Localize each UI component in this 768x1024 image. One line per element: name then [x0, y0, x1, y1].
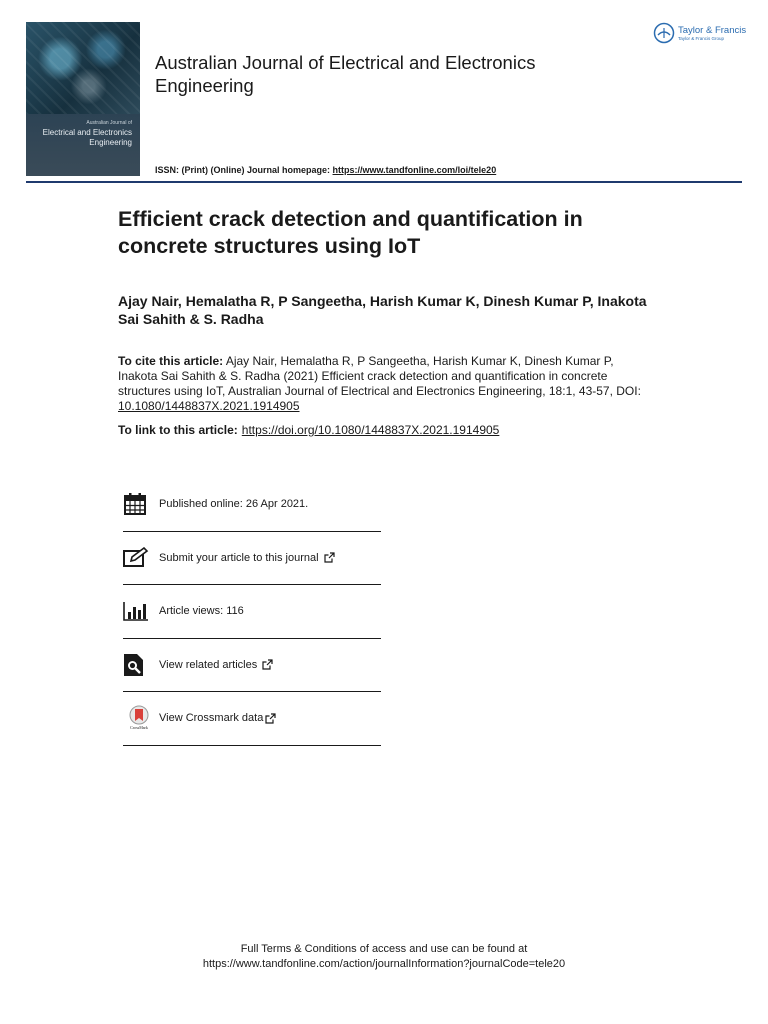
submit-article-row[interactable]: [123, 532, 381, 586]
journal-homepage-link[interactable]: https://www.tandfonline.com/loi/tele20: [332, 165, 497, 175]
bar-chart-icon: [123, 598, 155, 624]
crossmark-link[interactable]: View Crossmark data: [159, 712, 264, 725]
publisher-logo[interactable]: [653, 22, 746, 44]
published-online-text: Published online: 26 Apr 2021.: [159, 498, 309, 511]
terms-url[interactable]: https://www.tandfonline.com/action/journalInformation?journalCode=tele20: [202, 958, 566, 970]
article-views-row: [123, 585, 381, 639]
article-info-list: [123, 478, 381, 746]
article-doi-url[interactable]: https://doi.org/10.1080/1448837X.2021.1914905: [241, 423, 500, 437]
article-views-text: Article views: 116: [159, 605, 244, 618]
header-divider: [26, 181, 742, 183]
submit-article-link[interactable]: Submit your article to this journal: [159, 551, 319, 564]
publisher-name: Taylor & Francis: [678, 24, 747, 36]
article-link-block: [118, 423, 499, 438]
external-link-icon: [265, 713, 276, 724]
cite-label: To cite this article:: [118, 354, 224, 368]
terms-line-1: Full Terms & Conditions of access and use can be found at: [240, 943, 528, 955]
external-link-icon: [262, 659, 273, 670]
cite-text: Ajay Nair, Hemalatha R, P Sangeetha, Harish Kumar K, Dinesh Kumar P, Inakota Sai Sahith & S. Radha (2021) Efficient crack detection and quantification in concrete structures using IoT, Australian Journal of Electrical and Electronics Engineering, 18:1, 43-57, DOI:: [118, 354, 641, 398]
terms-footer: [0, 942, 768, 972]
related-articles-row[interactable]: [123, 639, 381, 693]
external-link-icon: [324, 552, 335, 563]
article-authors: Ajay Nair, Hemalatha R, P Sangeetha, Harish Kumar K, Dinesh Kumar P, Inakota Sai Sahith & S. Radha: [118, 293, 647, 327]
publisher-group: Taylor & Francis Group: [678, 35, 725, 41]
calendar-icon: [123, 491, 155, 517]
article-title: Efficient crack detection and quantification in concrete structures using IoT: [118, 207, 583, 258]
citation-block: [118, 354, 648, 414]
link-label: To link to this article:: [118, 423, 238, 437]
issn-text: ISSN: (Print) (Online) Journal homepage:: [155, 165, 333, 175]
doi-link[interactable]: 10.1080/1448837X.2021.1914905: [118, 399, 300, 413]
crossmark-badge-text: CrossMark: [130, 725, 148, 731]
cover-title: Electrical and Electronics Engineering: [42, 128, 132, 147]
document-search-icon: [123, 652, 155, 678]
published-online-row: [123, 478, 381, 532]
journal-title: Australian Journal of Electrical and Electronics Engineering: [155, 52, 536, 96]
journal-cover-image: [26, 22, 140, 176]
edit-icon: [123, 545, 155, 571]
related-articles-link[interactable]: View related articles: [159, 658, 258, 671]
issn-line: [155, 165, 496, 175]
crossmark-icon: [123, 705, 155, 731]
taylor-francis-logo-icon: [653, 22, 675, 44]
cover-small-text: Australian Journal of: [86, 120, 132, 126]
cover-artwork: [26, 22, 140, 114]
crossmark-row[interactable]: [123, 692, 381, 746]
